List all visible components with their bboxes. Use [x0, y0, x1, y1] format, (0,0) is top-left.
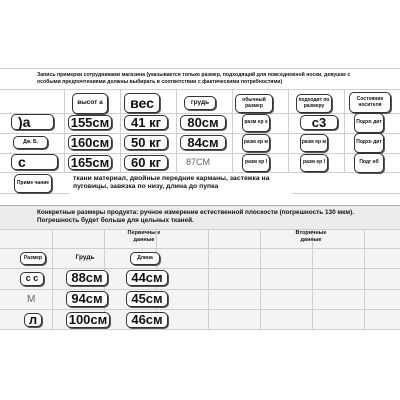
cell-chest: 87CM — [186, 157, 211, 167]
cell-chest: 100см — [66, 312, 110, 328]
header-wearer-state: Состояние носителя — [349, 92, 391, 113]
cell-fits-size: разм ер м — [300, 134, 328, 152]
row-label: с — [11, 154, 58, 170]
header-chest: грудь — [184, 96, 216, 110]
header-size: Размер — [20, 252, 46, 265]
row-label: )а — [11, 114, 54, 130]
measurements-note: Конкретные размеры продукта: ручное измерение естественной плоскости (погрешность 130 мкм). Погрешность будет больше для цельных тканей. — [37, 209, 354, 225]
header-length: Длина — [130, 252, 160, 265]
fitting-note: Запись примерки сотрудниками магазина (указывается только размер, подходящий для повседневной носки, девушке с особыми предпочтениями должны выбирать в соответствии с фактическими потребностями) — [34, 71, 364, 89]
cell-chest: 94см — [66, 291, 108, 307]
cell-length: 46см — [126, 312, 168, 328]
remark-label: Приме чание — [14, 174, 52, 193]
remark-text: ткани материал, двойные передние карманы, застежка на пуговицы, завязка по низу, длина до пупка — [70, 174, 292, 194]
row-label: Дж. Б. — [13, 136, 48, 149]
header-weight: вес — [124, 93, 160, 113]
cell-chest: 84см — [180, 135, 226, 150]
cell-height: 155см — [68, 115, 112, 130]
cell-usual-size: разм ер м — [242, 134, 270, 152]
cell-length: 45см — [126, 291, 168, 307]
group-secondary-data: Вторичные данные — [295, 230, 327, 243]
cell-weight: 60 кг — [124, 155, 168, 170]
size-label: л — [24, 313, 42, 327]
header-chest: Грудь — [75, 254, 95, 261]
cell-height: 160см — [68, 135, 112, 150]
cell-weight: 41 кг — [124, 115, 168, 130]
cell-fits-size: с3 — [300, 115, 338, 130]
header-height: высот а — [72, 93, 108, 114]
cell-fits-size: разм ер l — [300, 154, 328, 172]
cell-chest: 88см — [66, 270, 108, 286]
header-usual-size: обычный размер — [235, 94, 273, 113]
cell-height: 165см — [68, 155, 112, 170]
size-label: с с — [20, 272, 44, 286]
group-primary-data: Первичны е данные — [127, 230, 161, 243]
cell-chest: 80см — [180, 115, 226, 130]
cell-wearer-state: Подхо дит — [354, 113, 384, 133]
cell-wearer-state: Подг нб — [354, 153, 384, 173]
cell-length: 44см — [126, 270, 168, 286]
header-fits-size: подходит по размеру — [296, 94, 332, 113]
cell-weight: 50 кг — [124, 135, 168, 150]
cell-wearer-state: Подхо дит — [354, 133, 384, 153]
cell-usual-size: разм ер s — [242, 114, 270, 132]
cell-usual-size: разм ер l — [242, 154, 270, 172]
size-label: M — [27, 294, 36, 305]
